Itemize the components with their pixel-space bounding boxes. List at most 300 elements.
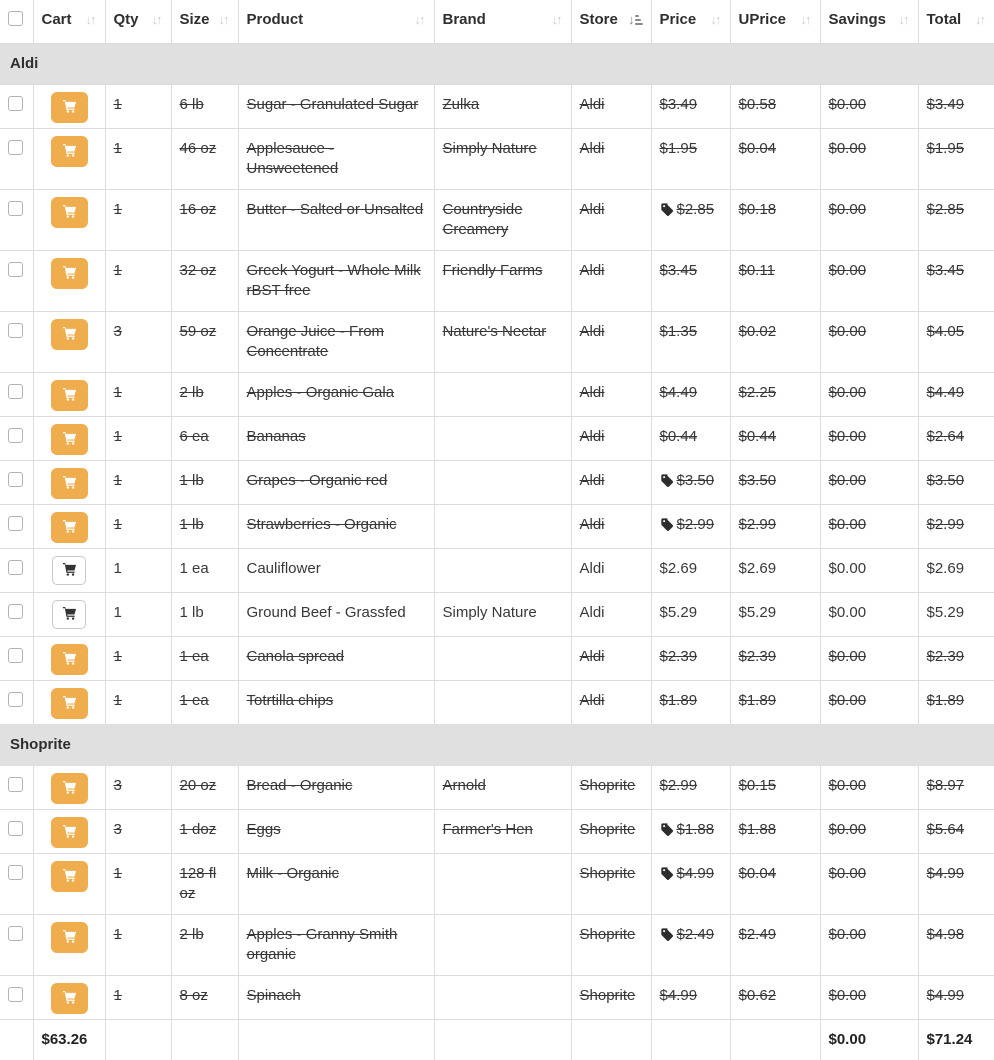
- price-cell: [651, 505, 730, 549]
- row-checkbox[interactable]: [8, 692, 23, 707]
- price-value: $3.45: [660, 262, 698, 279]
- brand-cell: [434, 505, 571, 549]
- cart-toggle-button[interactable]: [52, 600, 86, 629]
- row-checkbox[interactable]: [8, 262, 23, 277]
- total-cell: $3.50: [918, 461, 994, 505]
- size-cell: 32 oz: [171, 251, 238, 312]
- row-checkbox[interactable]: [8, 201, 23, 216]
- price-value: $2.49: [677, 926, 715, 943]
- table-row: [0, 85, 994, 129]
- sort-both-icon: ↓↑: [219, 10, 230, 30]
- row-select-cell: [0, 915, 33, 976]
- total-cell: $4.49: [918, 373, 994, 417]
- brand-cell: Zulka: [434, 85, 571, 129]
- total-cell: $1.95: [918, 129, 994, 190]
- store-group-header: Shoprite: [0, 725, 994, 766]
- column-label: Qty: [114, 10, 139, 30]
- cart-toggle-button[interactable]: [51, 468, 88, 499]
- sort-both-icon: ↓↑: [86, 10, 97, 30]
- total-cell: $3.45: [918, 251, 994, 312]
- brand-cell: Arnold: [434, 766, 571, 810]
- column-label: Product: [247, 10, 304, 30]
- row-select-cell: [0, 766, 33, 810]
- uprice-cell: $0.11: [730, 251, 820, 312]
- savings-cell: $0.00: [820, 505, 918, 549]
- tag-icon: [660, 822, 674, 842]
- cart-icon: [62, 695, 77, 713]
- cart-icon: [62, 651, 77, 669]
- savings-cell: $0.00: [820, 637, 918, 681]
- uprice-cell: $2.99: [730, 505, 820, 549]
- cart-toggle-button[interactable]: [51, 512, 88, 543]
- row-select-cell: [0, 976, 33, 1020]
- column-header-store[interactable]: [571, 0, 651, 44]
- sort-both-icon: ↓↑: [801, 10, 812, 30]
- select-all-checkbox[interactable]: [8, 11, 23, 26]
- cart-cell: [33, 505, 105, 549]
- uprice-cell: $0.44: [730, 417, 820, 461]
- size-cell: 1 doz: [171, 810, 238, 854]
- brand-cell: [434, 854, 571, 915]
- product-cell: Apples - Granny Smith organic: [238, 915, 434, 976]
- qty-cell: 1: [105, 417, 171, 461]
- store-group-row: [0, 725, 994, 766]
- uprice-cell: $5.29: [730, 593, 820, 637]
- price-value: $2.39: [660, 648, 698, 665]
- qty-cell: 1: [105, 373, 171, 417]
- brand-cell: Farmer's Hen: [434, 810, 571, 854]
- qty-cell: 1: [105, 549, 171, 593]
- qty-cell: 1: [105, 854, 171, 915]
- brand-cell: Nature's Nectar: [434, 312, 571, 373]
- row-checkbox[interactable]: [8, 987, 23, 1002]
- store-cell: Shoprite: [571, 766, 651, 810]
- total-cell: $4.98: [918, 915, 994, 976]
- savings-cell: $0.00: [820, 549, 918, 593]
- row-select-cell: [0, 854, 33, 915]
- savings-cell: $0.00: [820, 915, 918, 976]
- brand-cell: [434, 373, 571, 417]
- product-cell: Totrtilla chips: [238, 681, 434, 725]
- row-checkbox[interactable]: [8, 472, 23, 487]
- totals-empty-cell: [434, 1020, 571, 1060]
- totals-empty-cell: [105, 1020, 171, 1060]
- price-value: $2.99: [677, 516, 715, 533]
- brand-cell: Simply Nature: [434, 129, 571, 190]
- product-cell: Strawberries - Organic: [238, 505, 434, 549]
- tag-icon: [660, 202, 674, 222]
- price-value: $5.29: [660, 604, 698, 621]
- column-header-product[interactable]: [238, 0, 434, 44]
- column-header-size[interactable]: [171, 0, 238, 44]
- qty-cell: 3: [105, 312, 171, 373]
- cart-icon: [62, 606, 77, 624]
- size-cell: 1 ea: [171, 637, 238, 681]
- sort-both-icon: ↓↑: [899, 10, 910, 30]
- row-select-cell: [0, 190, 33, 251]
- total-cell: $1.89: [918, 681, 994, 725]
- cart-toggle-button[interactable]: [51, 773, 88, 804]
- cart-icon: [62, 562, 77, 580]
- cart-cell: [33, 593, 105, 637]
- cart-toggle-button[interactable]: [51, 380, 88, 411]
- row-checkbox[interactable]: [8, 821, 23, 836]
- sort-amount-asc-icon: ↓: [628, 10, 643, 30]
- size-cell: 59 oz: [171, 312, 238, 373]
- price-value: $1.95: [660, 140, 698, 157]
- row-select-cell: [0, 373, 33, 417]
- size-cell: 1 lb: [171, 461, 238, 505]
- cart-toggle-button[interactable]: [52, 556, 86, 585]
- row-select-cell: [0, 312, 33, 373]
- row-checkbox[interactable]: [8, 865, 23, 880]
- cart-toggle-button[interactable]: [51, 197, 88, 228]
- row-select-cell: [0, 85, 33, 129]
- uprice-cell: $2.25: [730, 373, 820, 417]
- savings-cell: $0.00: [820, 417, 918, 461]
- size-cell: 46 oz: [171, 129, 238, 190]
- brand-cell: [434, 461, 571, 505]
- qty-cell: 1: [105, 637, 171, 681]
- total-cell: $5.64: [918, 810, 994, 854]
- savings-column-total: $0.00: [820, 1020, 918, 1060]
- store-cell: Aldi: [571, 129, 651, 190]
- column-header-uprice[interactable]: [730, 0, 820, 44]
- price-cell: [651, 810, 730, 854]
- total-cell: $2.99: [918, 505, 994, 549]
- savings-cell: $0.00: [820, 85, 918, 129]
- store-cell: Aldi: [571, 417, 651, 461]
- cart-toggle-button[interactable]: [51, 861, 88, 892]
- row-select-cell: [0, 593, 33, 637]
- product-cell: Canola spread: [238, 637, 434, 681]
- qty-cell: 1: [105, 461, 171, 505]
- cart-cell: [33, 766, 105, 810]
- row-checkbox[interactable]: [8, 604, 23, 619]
- store-cell: Shoprite: [571, 976, 651, 1020]
- cart-cell: [33, 85, 105, 129]
- price-cell: [651, 854, 730, 915]
- qty-cell: 1: [105, 251, 171, 312]
- sort-both-icon: ↓↑: [975, 10, 986, 30]
- store-cell: Shoprite: [571, 854, 651, 915]
- cart-toggle-button[interactable]: [51, 644, 88, 675]
- product-cell: Cauliflower: [238, 549, 434, 593]
- row-select-cell: [0, 549, 33, 593]
- total-cell: $8.97: [918, 766, 994, 810]
- qty-cell: 1: [105, 505, 171, 549]
- brand-cell: Friendly Farms: [434, 251, 571, 312]
- column-header-cart[interactable]: [33, 0, 105, 44]
- row-select-cell: [0, 461, 33, 505]
- column-header-brand[interactable]: [434, 0, 571, 44]
- totals-empty-cell: [571, 1020, 651, 1060]
- store-cell: Aldi: [571, 505, 651, 549]
- brand-cell: [434, 549, 571, 593]
- cart-toggle-button[interactable]: [51, 424, 88, 455]
- product-cell: Grapes - Organic red: [238, 461, 434, 505]
- brand-cell: Simply Nature: [434, 593, 571, 637]
- savings-cell: $0.00: [820, 129, 918, 190]
- store-cell: Aldi: [571, 251, 651, 312]
- brand-cell: [434, 915, 571, 976]
- qty-cell: 3: [105, 810, 171, 854]
- total-cell: $2.39: [918, 637, 994, 681]
- uprice-cell: $0.04: [730, 129, 820, 190]
- price-cell: [651, 766, 730, 810]
- price-cell: [651, 976, 730, 1020]
- qty-cell: 1: [105, 190, 171, 251]
- cart-toggle-button[interactable]: [51, 258, 88, 289]
- savings-cell: $0.00: [820, 190, 918, 251]
- brand-cell: [434, 976, 571, 1020]
- total-cell: $2.85: [918, 190, 994, 251]
- product-cell: Ground Beef - Grassfed: [238, 593, 434, 637]
- savings-cell: $0.00: [820, 461, 918, 505]
- table-row: [0, 593, 994, 637]
- tag-icon: [660, 473, 674, 493]
- column-header-savings[interactable]: [820, 0, 918, 44]
- cart-icon: [62, 143, 77, 161]
- cart-cell: [33, 915, 105, 976]
- uprice-cell: $0.04: [730, 854, 820, 915]
- row-checkbox[interactable]: [8, 96, 23, 111]
- qty-cell: 1: [105, 85, 171, 129]
- cart-toggle-button[interactable]: [51, 136, 88, 167]
- row-checkbox[interactable]: [8, 323, 23, 338]
- store-cell: Aldi: [571, 461, 651, 505]
- totals-empty-cell: [0, 1020, 33, 1060]
- cart-toggle-button[interactable]: [51, 319, 88, 350]
- total-cell: $5.29: [918, 593, 994, 637]
- store-group-row: [0, 44, 994, 85]
- product-cell: Eggs: [238, 810, 434, 854]
- price-value: $1.88: [677, 821, 715, 838]
- cart-cell: [33, 373, 105, 417]
- cart-cell: [33, 129, 105, 190]
- row-checkbox[interactable]: [8, 648, 23, 663]
- table-row: [0, 251, 994, 312]
- row-select-cell: [0, 129, 33, 190]
- product-cell: Apples - Organic Gala: [238, 373, 434, 417]
- column-label: Cart: [42, 10, 72, 30]
- uprice-cell: $3.50: [730, 461, 820, 505]
- brand-cell: [434, 681, 571, 725]
- cart-icon: [62, 868, 77, 886]
- product-cell: Bananas: [238, 417, 434, 461]
- cart-cell: [33, 854, 105, 915]
- sort-both-icon: ↓↑: [415, 10, 426, 30]
- cart-toggle-button[interactable]: [51, 688, 88, 719]
- product-cell: Milk - Organic: [238, 854, 434, 915]
- column-header-qty[interactable]: [105, 0, 171, 44]
- qty-cell: 1: [105, 681, 171, 725]
- savings-cell: $0.00: [820, 810, 918, 854]
- totals-row: [0, 1020, 994, 1060]
- store-cell: Aldi: [571, 593, 651, 637]
- price-value: $3.50: [677, 472, 715, 489]
- tag-icon: [660, 517, 674, 537]
- cart-cell: [33, 190, 105, 251]
- cart-cell: [33, 681, 105, 725]
- row-checkbox[interactable]: [8, 384, 23, 399]
- price-value: $2.85: [677, 201, 715, 218]
- cart-icon: [62, 475, 77, 493]
- size-cell: 128 fl oz: [171, 854, 238, 915]
- sort-both-icon: ↓↑: [552, 10, 563, 30]
- table-row: [0, 854, 994, 915]
- savings-cell: $0.00: [820, 766, 918, 810]
- row-select-cell: [0, 637, 33, 681]
- header-row: [0, 0, 994, 44]
- size-cell: 8 oz: [171, 976, 238, 1020]
- tag-icon: [660, 927, 674, 947]
- row-checkbox[interactable]: [8, 777, 23, 792]
- column-label: Store: [580, 10, 618, 30]
- product-cell: Butter - Salted or Unsalted: [238, 190, 434, 251]
- size-cell: 20 oz: [171, 766, 238, 810]
- column-header-price[interactable]: [651, 0, 730, 44]
- total-cell: $4.05: [918, 312, 994, 373]
- row-checkbox[interactable]: [8, 140, 23, 155]
- cart-toggle-button[interactable]: [51, 922, 88, 953]
- totals-empty-cell: [651, 1020, 730, 1060]
- table-row: [0, 505, 994, 549]
- cart-icon: [62, 387, 77, 405]
- table-row: [0, 766, 994, 810]
- size-cell: 1 lb: [171, 505, 238, 549]
- product-cell: Orange Juice - From Concentrate: [238, 312, 434, 373]
- row-checkbox[interactable]: [8, 926, 23, 941]
- price-cell: [651, 373, 730, 417]
- store-cell: Aldi: [571, 681, 651, 725]
- qty-cell: 1: [105, 593, 171, 637]
- uprice-cell: $1.88: [730, 810, 820, 854]
- savings-cell: $0.00: [820, 373, 918, 417]
- cart-cell: [33, 417, 105, 461]
- cart-icon: [62, 204, 77, 222]
- cart-cell: [33, 461, 105, 505]
- totals-empty-cell: [171, 1020, 238, 1060]
- row-checkbox[interactable]: [8, 516, 23, 531]
- store-cell: Aldi: [571, 190, 651, 251]
- uprice-cell: $0.18: [730, 190, 820, 251]
- size-cell: 2 lb: [171, 915, 238, 976]
- size-cell: 6 lb: [171, 85, 238, 129]
- row-checkbox[interactable]: [8, 428, 23, 443]
- savings-cell: $0.00: [820, 251, 918, 312]
- column-label: Savings: [829, 10, 887, 30]
- uprice-cell: $0.15: [730, 766, 820, 810]
- price-value: $3.49: [660, 96, 698, 113]
- row-select-cell: [0, 251, 33, 312]
- cart-icon: [62, 99, 77, 117]
- brand-cell: [434, 417, 571, 461]
- brand-cell: [434, 637, 571, 681]
- size-cell: 1 lb: [171, 593, 238, 637]
- price-cell: [651, 251, 730, 312]
- price-cell: [651, 915, 730, 976]
- uprice-cell: $0.58: [730, 85, 820, 129]
- store-cell: Shoprite: [571, 915, 651, 976]
- cart-icon: [62, 326, 77, 344]
- cart-column-total: $63.26: [33, 1020, 105, 1060]
- column-label: UPrice: [739, 10, 787, 30]
- column-label: Brand: [443, 10, 486, 30]
- product-cell: Greek Yogurt - Whole Milk rBST free: [238, 251, 434, 312]
- table-row: [0, 461, 994, 505]
- sort-both-icon: ↓↑: [711, 10, 722, 30]
- cart-toggle-button[interactable]: [51, 92, 88, 123]
- price-cell: [651, 549, 730, 593]
- savings-cell: $0.00: [820, 312, 918, 373]
- table-row: [0, 373, 994, 417]
- price-cell: [651, 85, 730, 129]
- price-value: $4.99: [660, 987, 698, 1004]
- qty-cell: 1: [105, 976, 171, 1020]
- cart-toggle-button[interactable]: [51, 817, 88, 848]
- uprice-cell: $2.49: [730, 915, 820, 976]
- price-cell: [651, 190, 730, 251]
- cart-toggle-button[interactable]: [51, 983, 88, 1014]
- price-value: $1.35: [660, 323, 698, 340]
- column-header-total[interactable]: [918, 0, 994, 44]
- table-row: [0, 190, 994, 251]
- price-cell: [651, 637, 730, 681]
- product-cell: Sugar - Granulated Sugar: [238, 85, 434, 129]
- uprice-cell: $0.02: [730, 312, 820, 373]
- cart-cell: [33, 251, 105, 312]
- row-checkbox[interactable]: [8, 560, 23, 575]
- column-label: Size: [180, 10, 210, 30]
- price-cell: [651, 129, 730, 190]
- price-value: $2.99: [660, 777, 698, 794]
- cart-cell: [33, 637, 105, 681]
- price-cell: [651, 417, 730, 461]
- grand-total: $71.24: [918, 1020, 994, 1060]
- uprice-cell: $2.39: [730, 637, 820, 681]
- price-cell: [651, 461, 730, 505]
- table-row: [0, 312, 994, 373]
- row-select-cell: [0, 417, 33, 461]
- uprice-cell: $0.62: [730, 976, 820, 1020]
- savings-cell: $0.00: [820, 976, 918, 1020]
- cart-cell: [33, 810, 105, 854]
- row-select-cell: [0, 681, 33, 725]
- cart-icon: [62, 780, 77, 798]
- price-value: $1.89: [660, 692, 698, 709]
- price-value: $0.44: [660, 428, 698, 445]
- product-cell: Bread - Organic: [238, 766, 434, 810]
- store-group-header: Aldi: [0, 44, 994, 85]
- qty-cell: 3: [105, 766, 171, 810]
- price-value: $2.69: [660, 560, 698, 577]
- table-row: [0, 976, 994, 1020]
- size-cell: 1 ea: [171, 681, 238, 725]
- price-cell: [651, 681, 730, 725]
- store-cell: Aldi: [571, 312, 651, 373]
- uprice-cell: $1.89: [730, 681, 820, 725]
- table-row: [0, 681, 994, 725]
- row-select-cell: [0, 810, 33, 854]
- table-row: [0, 915, 994, 976]
- qty-cell: 1: [105, 129, 171, 190]
- product-cell: Applesauce - Unsweetened: [238, 129, 434, 190]
- product-cell: Spinach: [238, 976, 434, 1020]
- savings-cell: $0.00: [820, 854, 918, 915]
- brand-cell: Countryside Creamery: [434, 190, 571, 251]
- total-cell: $2.69: [918, 549, 994, 593]
